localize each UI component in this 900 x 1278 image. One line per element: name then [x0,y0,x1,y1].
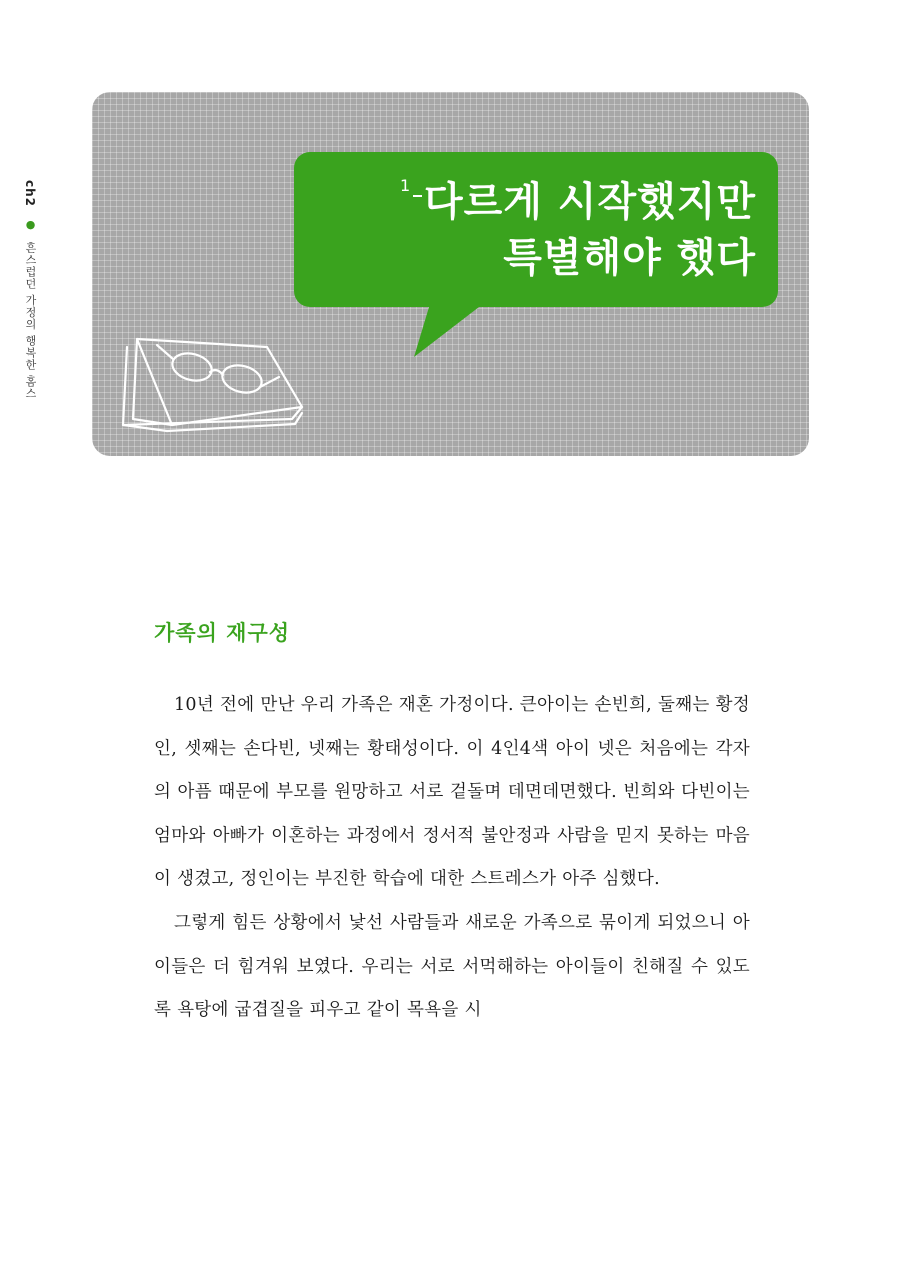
title-line-2: 특별해야 했다 [503,235,756,281]
chapter-header-panel [92,92,809,456]
chapter-title-heading [424,174,756,286]
section-number: 1 [400,176,422,197]
title-speech-bubble [294,152,778,307]
bullet-icon: ● [24,217,37,232]
paragraph: 10년 전에 만난 우리 가족은 재혼 가정이다. 큰아이는 손빈희, 둘째는 황정인, 셋째는 손다빈, 넷째는 황태성이다. 이 4인4색 아이 넷은 처음에는 각자의 아픔 때문에 부모를 원망하고 서로 겉돌며 데면데면했다. 빈희와 다빈이는 엄마와 아빠가 이혼하는 과정에서 정서적 불안정과 사람을 믿지 못하는 마음이 생겼고, 정인이는 부진한 학습에 대한 스트레스가 아주 심했다. [154,695,750,890]
paragraph: 그렇게 힘든 상황에서 낯선 사람들과 새로운 가족으로 묶이게 되었으니 아이들은 더 힘겨워 보였다. 우리는 서로 서먹해하는 아이들이 친해질 수 있도록 욕탕에 굽겹질을 피우고 같이 목욕을 시 [154,912,750,1021]
chapter-label: ch2 [23,180,37,208]
chapter-side-tab [22,180,38,400]
papers-glasses-illustration [117,327,317,437]
chapter-title: 흔스럽던 가정의 행복한 홈스 [24,242,37,400]
section-heading: 가족의 재구성 [154,621,291,645]
body-text [154,684,750,1033]
title-line-1: 다르게 시작했지만 [423,179,756,225]
